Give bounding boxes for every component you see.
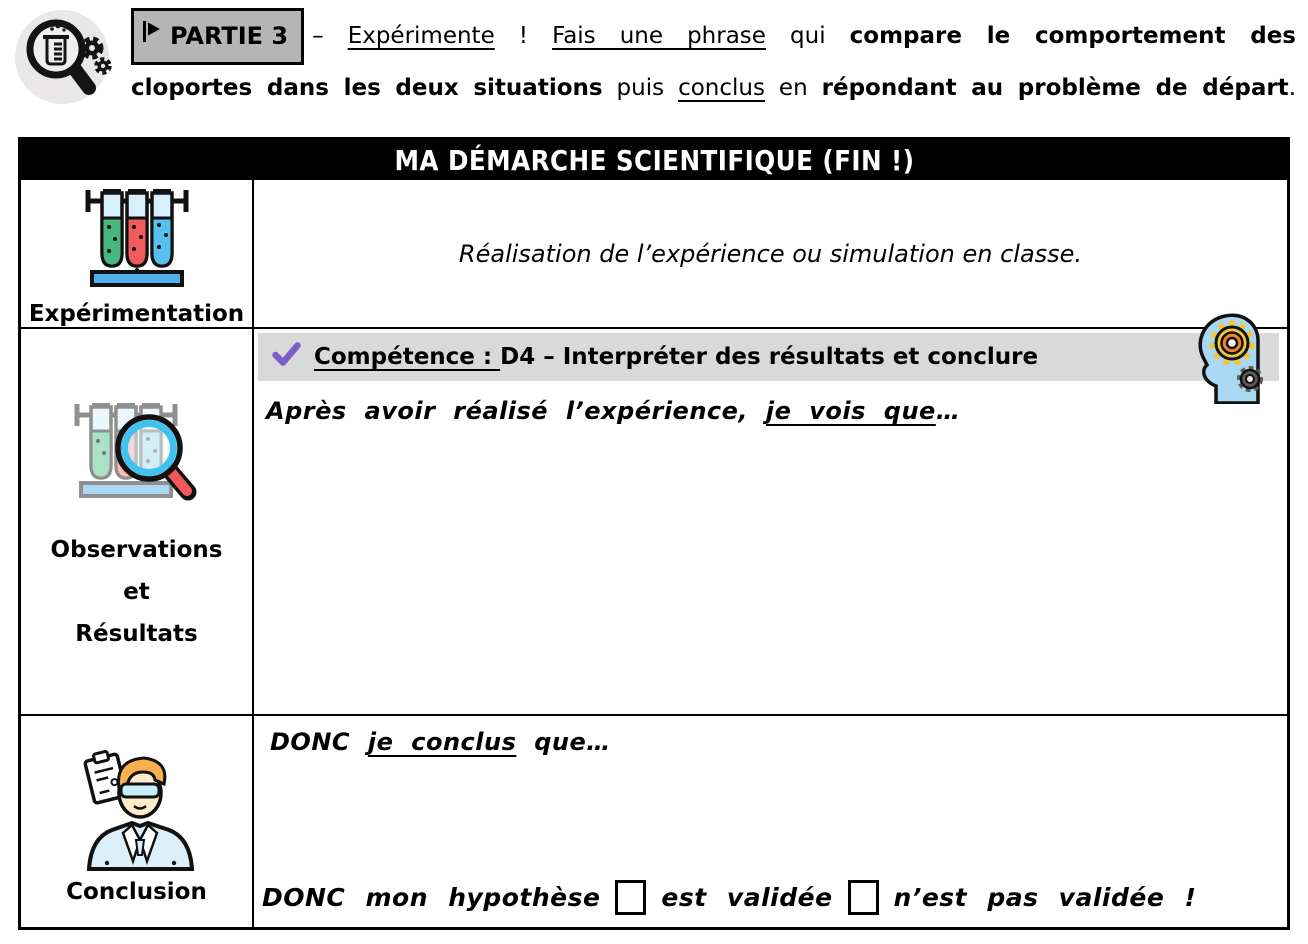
hypothesis-not-validated-label: n’est pas validée ! (893, 883, 1197, 912)
conclusion-prompt: DONC je conclus que… (270, 728, 611, 756)
header-line-2 (131, 65, 1296, 112)
experimentation-label: Expérimentation (28, 300, 245, 327)
experimentation-header-cell (21, 180, 254, 329)
observations-label-line-2: et (123, 579, 150, 605)
partie-3-badge (131, 8, 304, 65)
experimentation-content-cell (254, 180, 1287, 329)
competence-text: Compétence : D4 – Interpréter des résultats et conclure (314, 344, 1039, 370)
header-instruction (131, 8, 1296, 112)
test-tubes-magnifier-icon (67, 399, 207, 515)
head-gears-icon (1189, 308, 1267, 408)
check-icon (272, 342, 301, 373)
conclusion-header-cell (21, 716, 254, 927)
observations-label (51, 529, 223, 655)
scientist-icon (74, 743, 200, 877)
hypothesis-validated-checkbox[interactable] (615, 880, 646, 915)
competence-bar (258, 333, 1279, 381)
hypothesis-validated-label: est validée (661, 883, 833, 912)
observations-header-cell (21, 329, 254, 716)
table-title-bar (21, 140, 1287, 180)
header-line-1 (131, 8, 1296, 65)
flag-icon (141, 13, 161, 60)
hypothesis-line (262, 880, 1273, 915)
observation-prompt: Après avoir réalisé l’expérience, je vois que… (266, 397, 961, 425)
conclusion-content-cell (254, 716, 1287, 927)
test-tubes-icon (78, 185, 196, 297)
magnifier-beaker-gears-icon (12, 8, 114, 106)
header-line-2-text: cloportes dans les deux situations puis conclus en répondant au problème de départ. (131, 75, 1296, 101)
conclusion-label: Conclusion (66, 878, 207, 905)
observations-content-cell (254, 329, 1287, 716)
header-line-1-text: – Expérimente ! Fais une phrase qui compare le comportement des (312, 23, 1297, 49)
observations-label-line-1: Observations (50, 537, 223, 563)
observations-label-line-3: Résultats (75, 621, 198, 647)
partie-3-label: PARTIE 3 (170, 22, 289, 50)
table-title: MA DÉMARCHE SCIENTIFIQUE (FIN !) (394, 143, 914, 177)
hypothesis-prefix: DONC mon hypothèse (262, 883, 601, 912)
realisation-text: Réalisation de l’expérience ou simulation en classe. (458, 239, 1083, 268)
hypothesis-not-validated-checkbox[interactable] (848, 880, 879, 915)
demarche-scientifique-table (18, 137, 1290, 930)
